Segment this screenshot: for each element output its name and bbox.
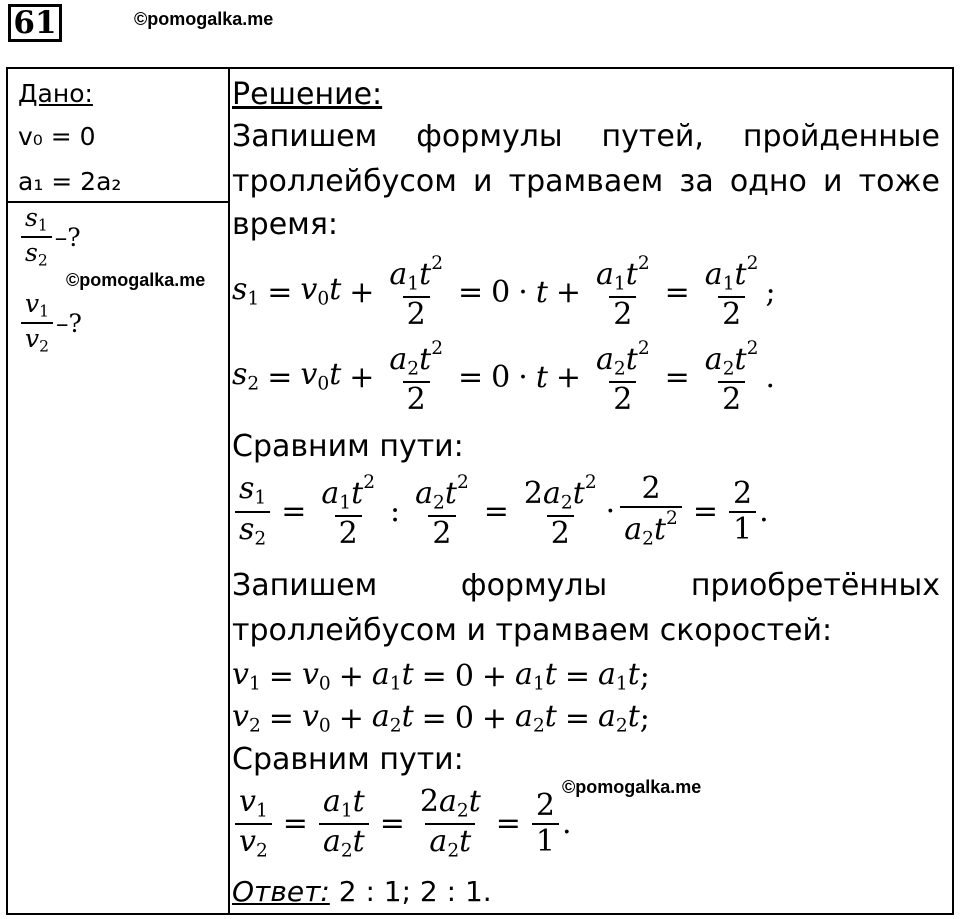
given-divider bbox=[8, 201, 228, 203]
watermark-bottom: ©pomogalka.me bbox=[562, 777, 702, 797]
solution-title: Решение: bbox=[232, 77, 383, 112]
formula-v2: v2 = v0 + a2t = 0 + a2t = a2t ; bbox=[232, 699, 650, 737]
compare-paths-2: Сравним пути: bbox=[232, 742, 464, 777]
answer: Ответ: 2 : 1; 2 : 1. bbox=[232, 875, 492, 908]
find-v-ratio: $\frac{v1}{v2}$ –? bbox=[18, 291, 82, 355]
intro-line-1: Запишем формулы путей, пройденные bbox=[232, 119, 940, 154]
formula-v-ratio: $\frac{v1}{v2}$ = $\frac{a1t}{a2t}$ = $\frac{2a2t}{a2t}$ = $\frac{2}{1}$ . bbox=[232, 787, 572, 861]
find-s-ratio: $\frac{s1}{s2}$ –? bbox=[18, 205, 81, 269]
formula-s-ratio: $\frac{s1}{s2}$ = $\frac{a1t^2}{2}$ : $\frac{a2t^2}{2}$ = $\frac{2a2t^2}{2}$ · $\frac{2}{a2t^2}$ = $\frac{2}{1}$ . bbox=[232, 474, 769, 549]
formula-s1: s1 = v0t + $\frac{a1t^2}{2}$ = 0 · t + $\frac{a1t^2}{2}$ = $\frac{a1t^2}{2}$ ; bbox=[232, 253, 776, 333]
compare-paths-1: Сравним пути: bbox=[232, 429, 464, 464]
given-a1: a₁ = 2a₂ bbox=[18, 167, 122, 196]
intro-line-3: время: bbox=[232, 207, 338, 242]
watermark-top: ©pomogalka.me bbox=[134, 9, 274, 29]
formula-v1: v1 = v0 + a1t = 0 + a1t = a1t ; bbox=[232, 657, 650, 695]
intro2-line-2: троллейбусом и трамваем скоростей: bbox=[232, 613, 833, 648]
intro2-line-1: Запишем формулы приобретённых bbox=[232, 568, 940, 603]
column-divider bbox=[228, 69, 230, 913]
given-title: Дано: bbox=[18, 79, 93, 108]
given-v0: v₀ = 0 bbox=[18, 122, 96, 151]
problem-number: 61 bbox=[8, 4, 62, 42]
formula-s2: s2 = v0t + $\frac{a2t^2}{2}$ = 0 · t + $\frac{a2t^2}{2}$ = $\frac{a2t^2}{2}$ . bbox=[232, 338, 775, 418]
intro-line-2: троллейбусом и трамваем за одно и тоже bbox=[232, 164, 940, 199]
watermark-given: ©pomogalka.me bbox=[66, 270, 206, 290]
